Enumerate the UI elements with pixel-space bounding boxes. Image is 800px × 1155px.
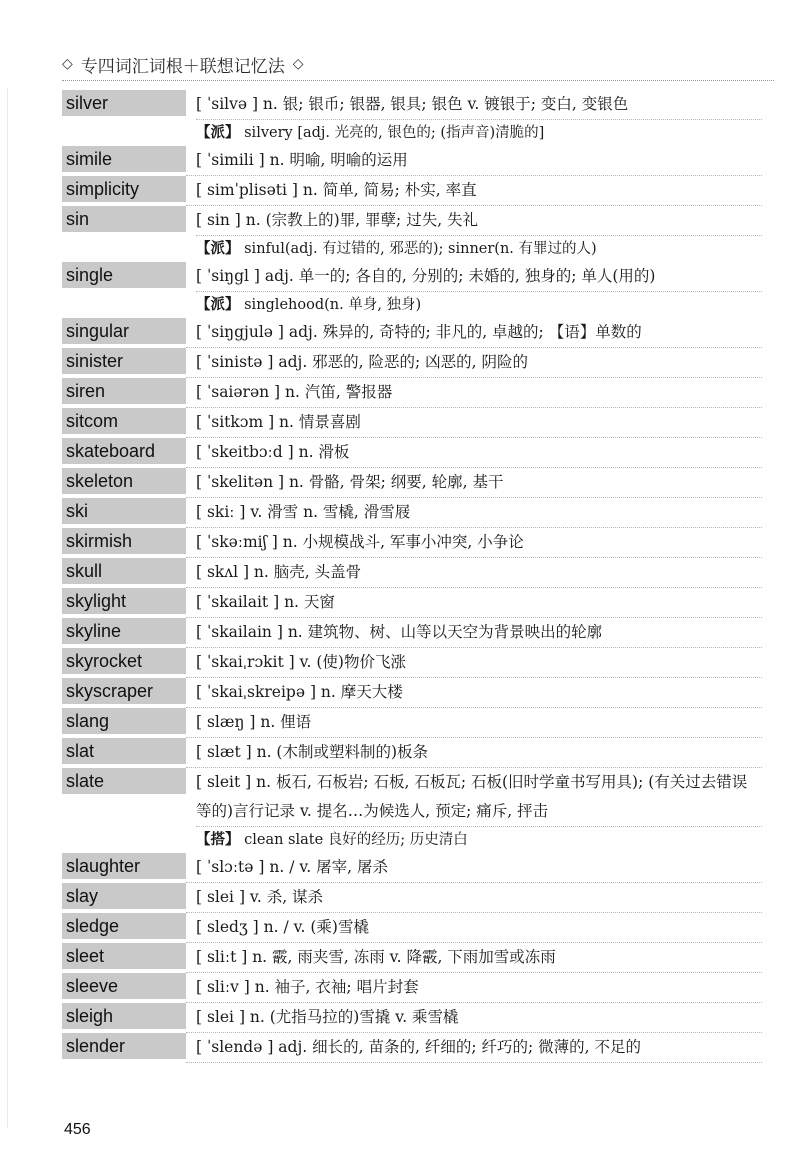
- entry-row: [62, 408, 762, 438]
- entry-row: [62, 146, 762, 176]
- definition-block: [186, 262, 762, 318]
- definition-block: [186, 648, 762, 678]
- definition-block: [186, 883, 762, 913]
- definition-block: [186, 678, 762, 708]
- headword: sleeve: [62, 973, 186, 999]
- entry-row: [62, 768, 762, 853]
- headword: skyscraper: [62, 678, 186, 704]
- headword: single: [62, 262, 186, 288]
- entry-row: [62, 943, 762, 973]
- definition-block: [186, 90, 762, 146]
- derivative-text: singlehood(n. 单身, 独身): [239, 297, 422, 313]
- definition-text: [ ˈsimili ] n. 明喻, 明喻的运用: [196, 151, 408, 169]
- entry-row: [62, 378, 762, 408]
- headword: simplicity: [62, 176, 186, 202]
- headword: slate: [62, 768, 186, 794]
- definition-text: [ skiː ] v. 滑雪 n. 雪橇, 滑雪屐: [196, 503, 411, 521]
- definition-text: [ ˈskaiˌrɔkit ] v. (使)物价飞涨: [196, 653, 406, 671]
- definition-text: [ simˈplisəti ] n. 简单, 简易; 朴实, 率直: [196, 181, 477, 199]
- headword: singular: [62, 318, 186, 344]
- definition-block: [186, 738, 762, 768]
- headword: simile: [62, 146, 186, 172]
- definition-block: [186, 973, 762, 1003]
- derivative-tag: 【派】: [196, 296, 240, 313]
- definition-text: [ slei ] n. (尤指马拉的)雪撬 v. 乘雪橇: [196, 1008, 459, 1026]
- entry-row: [62, 853, 762, 883]
- derivative-tag: 【派】: [196, 240, 240, 257]
- entry-row: [62, 973, 762, 1003]
- definition-text: [ ˈskəːmiʃ ] n. 小规模战斗, 军事小冲突, 小争论: [196, 533, 524, 551]
- header-divider: [62, 80, 774, 81]
- definition-block: [186, 943, 762, 973]
- headword: slay: [62, 883, 186, 909]
- definition-text: [ ˈskelitən ] n. 骨骼, 骨架; 纲要, 轮廓, 基干: [196, 473, 504, 491]
- definition-text: [ sledʒ ] n. / v. (乘)雪橇: [196, 918, 369, 936]
- headword: skeleton: [62, 468, 186, 494]
- derivative-text: silvery [adj. 光亮的, 银色的; (指声音)清脆的]: [239, 125, 545, 141]
- headword: ski: [62, 498, 186, 524]
- entry-row: [62, 708, 762, 738]
- entry-row: [62, 883, 762, 913]
- definition-text: [ ˈsitkɔm ] n. 情景喜剧: [196, 413, 361, 431]
- headword: skull: [62, 558, 186, 584]
- entry-row: [62, 90, 762, 146]
- definition-text: [ sliːv ] n. 袖子, 衣袖; 唱片封套: [196, 978, 419, 996]
- definition-text: [ ˈsiŋgjulə ] adj. 殊异的, 奇特的; 非凡的, 卓越的; 【语】单数的: [196, 323, 642, 341]
- header-title: 专四词汇词根＋联想记忆法: [80, 56, 285, 77]
- headword: sitcom: [62, 408, 186, 434]
- entry-row: [62, 528, 762, 558]
- headword: slaughter: [62, 853, 186, 879]
- definition-text: [ ˈsinistə ] adj. 邪恶的, 险恶的; 凶恶的, 阴险的: [196, 353, 529, 371]
- derivative-line: [196, 236, 762, 262]
- definition-text: [ ˈskailait ] n. 天窗: [196, 593, 335, 611]
- headword: skylight: [62, 588, 186, 614]
- entry-row: [62, 318, 762, 348]
- entry-row: [62, 176, 762, 206]
- definition-text: [ slei ] v. 杀, 谋杀: [196, 888, 324, 906]
- definition-block: [186, 853, 762, 883]
- definition-block: [186, 558, 762, 588]
- definition-text: [ skʌl ] n. 脑壳, 头盖骨: [196, 563, 362, 581]
- vocabulary-list: [62, 90, 762, 1063]
- definition-block: [186, 468, 762, 498]
- headword: skyrocket: [62, 648, 186, 674]
- diamond-ornament-icon: ◇: [62, 56, 73, 72]
- entry-row: [62, 262, 762, 318]
- definition-text: [ ˈsilvə ] n. 银; 银币; 银器, 银具; 银色 v. 镀银于; 变白, 变银色: [196, 90, 762, 120]
- definition-text: [ ˈslendə ] adj. 细长的, 苗条的, 纤细的; 纤巧的; 微薄的, 不足的: [196, 1038, 641, 1056]
- headword: skyline: [62, 618, 186, 644]
- headword: sleigh: [62, 1003, 186, 1029]
- page-gutter-line: [7, 88, 8, 1128]
- definition-block: [186, 348, 762, 378]
- entry-row: [62, 648, 762, 678]
- entry-row: [62, 438, 762, 468]
- definition-text: [ ˈskailain ] n. 建筑物、树、山等以天空为背景映出的轮廓: [196, 623, 603, 641]
- definition-block: [186, 438, 762, 468]
- entry-row: [62, 618, 762, 648]
- running-header: [62, 52, 774, 76]
- definition-text: [ sleit ] n. 板石, 石板岩; 石板, 石板瓦; 石板(旧时学童书写用具); (有关过去错误等的)言行记录 v. 提名…为候选人, 预定; 痛斥, 抨击: [196, 768, 762, 827]
- headword: sinister: [62, 348, 186, 374]
- definition-text: [ sliːt ] n. 霰, 雨夹雪, 冻雨 v. 降霰, 下雨加雪或冻雨: [196, 948, 556, 966]
- definition-block: [186, 378, 762, 408]
- definition-block: [186, 498, 762, 528]
- derivative-line: [196, 292, 762, 318]
- derivative-line: [196, 120, 762, 146]
- definition-block: [186, 206, 762, 262]
- entry-row: [62, 348, 762, 378]
- derivative-text: clean slate 良好的经历; 历史清白: [239, 832, 468, 848]
- definition-text: [ ˈsiŋgl ] adj. 单一的; 各自的, 分别的; 未婚的, 独身的; 单人(用的): [196, 262, 762, 292]
- derivative-tag: 【派】: [196, 124, 240, 141]
- entry-row: [62, 1003, 762, 1033]
- headword: sledge: [62, 913, 186, 939]
- entry-row: [62, 588, 762, 618]
- definition-text: [ ˈslɔːtə ] n. / v. 屠宰, 屠杀: [196, 858, 388, 876]
- headword: sin: [62, 206, 186, 232]
- definition-block: [186, 1003, 762, 1033]
- definition-block: [186, 768, 762, 853]
- derivative-text: sinful(adj. 有过错的, 邪恶的); sinner(n. 有罪过的人): [239, 241, 597, 257]
- definition-block: [186, 708, 762, 738]
- definition-block: [186, 318, 762, 348]
- definition-block: [186, 408, 762, 438]
- entry-row: [62, 206, 762, 262]
- entry-row: [62, 913, 762, 943]
- page-number: 456: [64, 1121, 91, 1138]
- headword: sleet: [62, 943, 186, 969]
- entry-row: [62, 678, 762, 708]
- entry-row: [62, 468, 762, 498]
- entry-row: [62, 738, 762, 768]
- headword: siren: [62, 378, 186, 404]
- definition-block: [186, 588, 762, 618]
- headword: slat: [62, 738, 186, 764]
- headword: skateboard: [62, 438, 186, 464]
- definition-text: [ slæt ] n. (木制或塑料制的)板条: [196, 743, 429, 761]
- derivative-tag: 【搭】: [196, 831, 240, 848]
- definition-block: [186, 176, 762, 206]
- entry-row: [62, 558, 762, 588]
- definition-text: [ ˈskeitbɔːd ] n. 滑板: [196, 443, 350, 461]
- definition-text: [ sin ] n. (宗教上的)罪, 罪孽; 过失, 失礼: [196, 206, 762, 236]
- headword: silver: [62, 90, 186, 116]
- entry-row: [62, 498, 762, 528]
- headword: skirmish: [62, 528, 186, 554]
- definition-block: [186, 618, 762, 648]
- diamond-ornament-icon: ◇: [292, 56, 304, 72]
- entry-row: [62, 1033, 762, 1063]
- definition-text: [ ˈskaiˌskreipə ] n. 摩天大楼: [196, 683, 403, 701]
- definition-block: [186, 528, 762, 558]
- definition-text: [ ˈsaiərən ] n. 汽笛, 警报器: [196, 383, 393, 401]
- definition-block: [186, 913, 762, 943]
- headword: slang: [62, 708, 186, 734]
- definition-block: [186, 146, 762, 176]
- definition-text: [ slæŋ ] n. 俚语: [196, 713, 312, 731]
- derivative-line: [196, 827, 762, 853]
- definition-block: [186, 1033, 762, 1063]
- headword: slender: [62, 1033, 186, 1059]
